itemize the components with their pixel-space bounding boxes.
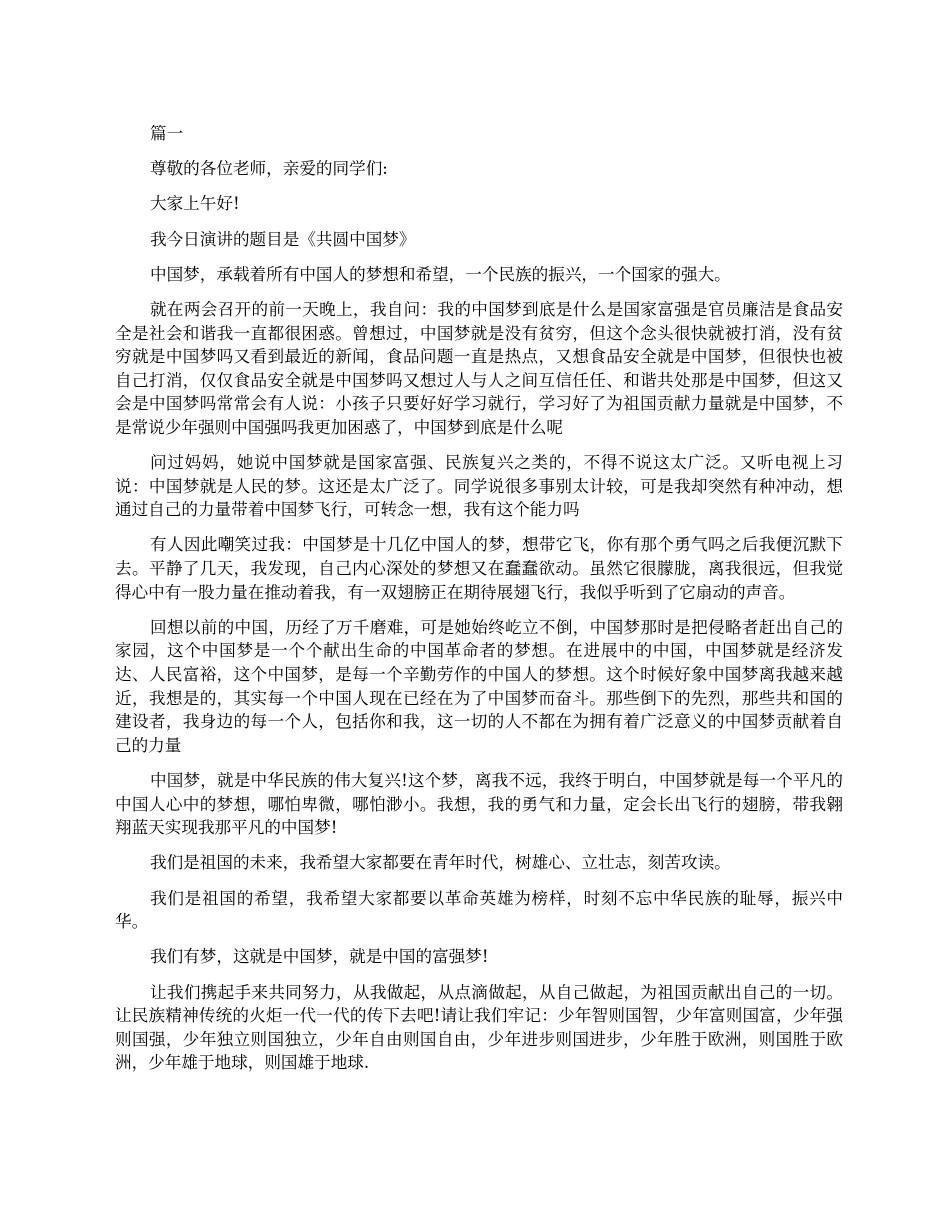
- paragraph: 回想以前的中国，历经了万千磨难，可是她始终屹立不倒，中国梦那时是把侵略者赶出自己的家园，这个中国梦是一个个献出生命的中国革命者的梦想。在进展中的中国，中国梦就是经济发达、人民富裕，这个中国梦，是每一个辛勤劳作的中国人的梦想。这个时候好象中国梦离我越来越近，我想是的，其实每一个中国人现在已经在为了中国梦而奋斗。那些倒下的先烈，那些共和国的建设者，我身边的每一个人，包括你和我，这一切的人不都在为拥有着广泛意义的中国梦贡献着自己的力量: [115, 617, 843, 755]
- paragraph: 中国梦，承载着所有中国人的梦想和希望，一个民族的振兴，一个国家的强大。: [150, 264, 731, 284]
- section-heading: 篇一: [150, 124, 184, 143]
- paragraph: 问过妈妈，她说中国梦就是国家富强、民族复兴之类的，不得不说这太广泛。又听电视上习说：中国梦就是人民的梦。这还是太广泛了。同学说很多事别太计较，可是我却突然有种冲动，想通过自己的力量带着中国梦飞行，可转念一想，我有这个能力吗: [115, 453, 843, 520]
- closing-paragraph: 让我们携起手来共同努力，从我做起，从点滴做起，从自己做起，为祖国贡献出自己的一切。让民族精神传统的火炬一代一代的传下去吧!请让我们牢记：少年智则国智，少年富则国富，少年强则国强，少年独立则国独立，少年自由则国自由，少年进步则国进步，少年胜于欧洲，则国胜于欧洲，少年雄于地球，则国雄于地球.: [115, 982, 843, 1073]
- speech-title-line: 我今日演讲的题目是《共圆中国梦》: [150, 229, 416, 249]
- paragraph: 就在两会召开的前一天晚上，我自问：我的中国梦到底是什么是国家富强是官员廉洁是食品安全是社会和谐我一直都很困惑。曾想过，中国梦就是没有贫穷，但这个念头很快就被打消，没有贫穷就是中国梦吗又看到最近的新闻，食品问题一直是热点，又想食品安全就是中国梦，但很快也被自己打消，仅仅食品安全就是中国梦吗又想过人与人之间互信任任、和谐共处那是中国梦，但这又会是中国梦吗常常会有人说：小孩子只要好好学习就行，学习好了为祖国贡献力量就是中国梦，不是常说少年强则中国强吗我更加困惑了，中国梦到底是什么呢: [115, 299, 843, 437]
- greeting: 大家上午好!: [150, 194, 240, 214]
- paragraph: 有人因此嘲笑过我：中国梦是十几亿中国人的梦，想带它飞，你有那个勇气吗之后我便沉默下去。平静了几天，我发现，自己内心深处的梦想又在蠢蠢欲动。虽然它很朦胧，离我很远，但我觉得心中有一股力量在推动着我，有一双翅膀正在期待展翅飞行，我似乎听到了它扇动的声音。: [115, 535, 843, 602]
- paragraph: 我们是祖国的希望，我希望大家都要以革命英雄为榜样，时刻不忘中华民族的耻辱，振兴中华。: [115, 888, 843, 932]
- document-body: [115, 122, 843, 1087]
- salutation: 尊敬的各位老师，亲爱的同学们:: [150, 159, 388, 179]
- paragraph: 我们有梦，这就是中国梦，就是中国的富强梦!: [150, 947, 489, 967]
- paragraph: 中国梦，就是中华民族的伟大复兴!这个梦，离我不远，我终于明白，中国梦就是每一个平凡的中国人心中的梦想，哪怕卑微，哪怕渺小。我想，我的勇气和力量，定会长出飞行的翅膀，带我翱翔蓝天实现我那平凡的中国梦!: [115, 771, 843, 838]
- paragraph: 我们是祖国的未来，我希望大家都要在青年时代，树雄心、立壮志，刻苦攻读。: [150, 853, 731, 873]
